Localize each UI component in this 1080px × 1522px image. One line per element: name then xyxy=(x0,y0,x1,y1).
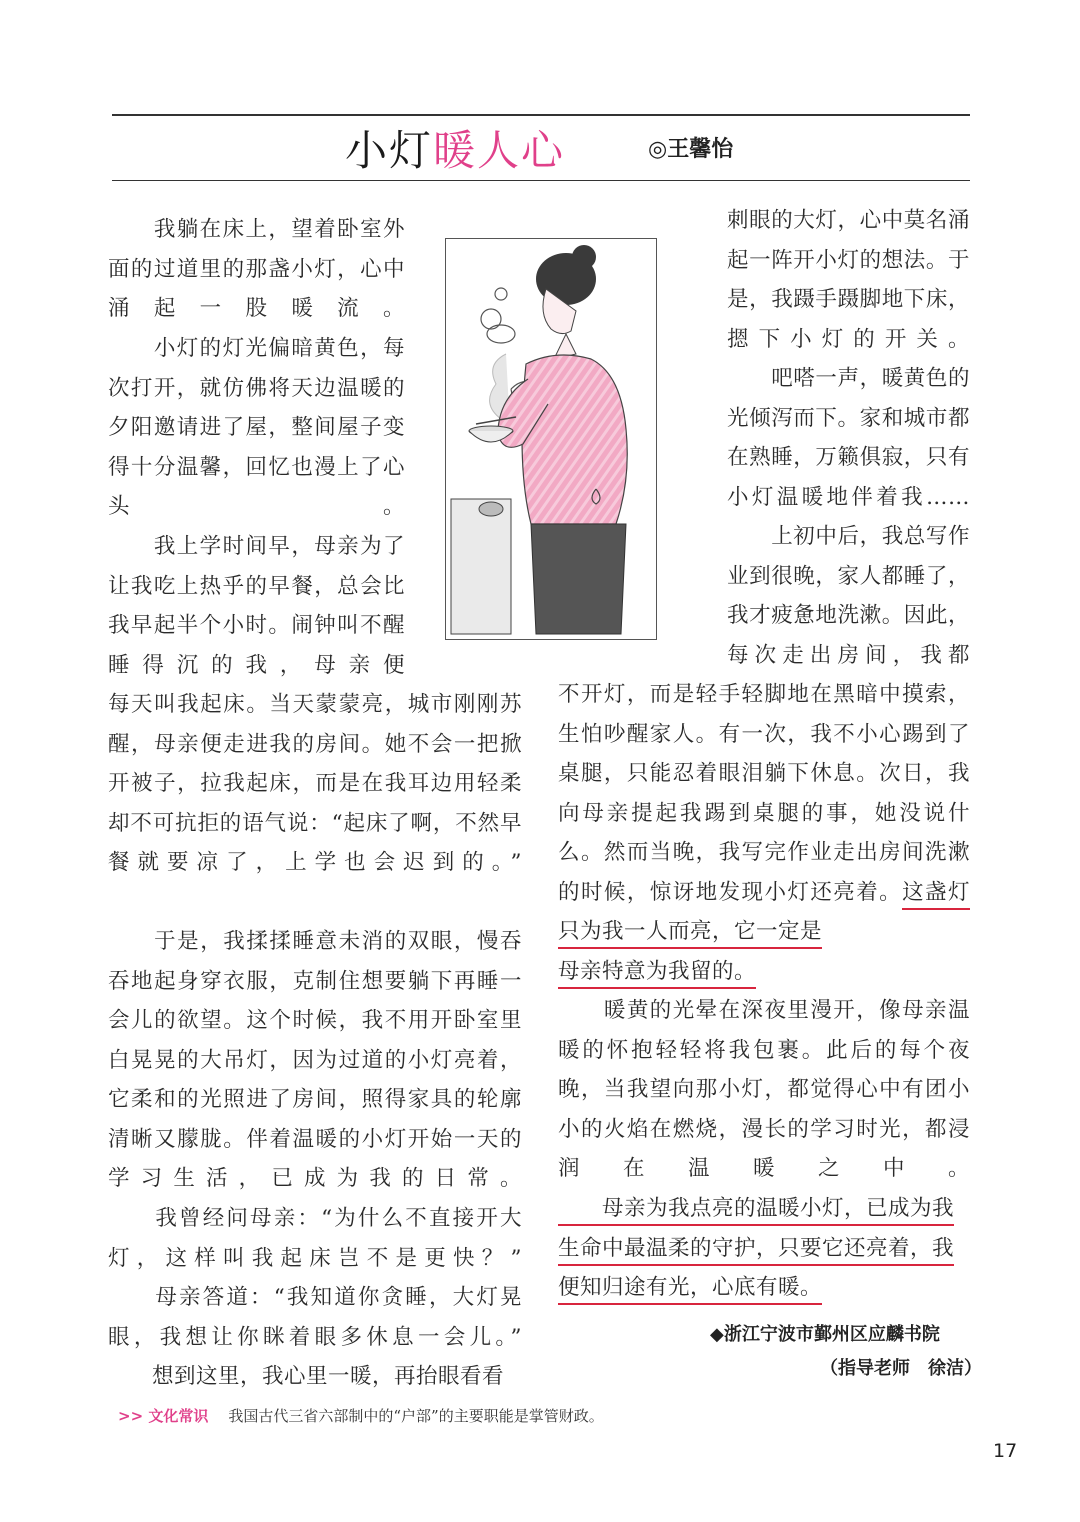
woman-cooking-illustration-icon xyxy=(446,239,655,638)
underlined-sentence-1b: 母亲特意为我留的。 xyxy=(558,959,756,989)
author-name: ◎王馨怡 xyxy=(648,137,734,162)
left-paragraph-3a: 我上学时间早，母亲为了让我吃上热乎的早餐，总会比我早起半个小时。闹钟叫不醒睡得沉的我，母亲便 xyxy=(108,534,405,678)
underlined-sentence-2b: 生命中最温柔的守护，只要它还亮着，我 xyxy=(558,1236,954,1266)
left-paragraph-7: 想到这里，我心里一暖，再抬眼看看 xyxy=(108,1364,505,1389)
right-paragraph-1: 刺眼的大灯，心中莫名涌起一阵开小灯的想法。于是，我蹑手蹑脚地下床，摁下小灯的开关。 xyxy=(727,208,970,352)
left-paragraph-5: 我曾经问母亲：“为什么不直接开大灯，这样叫我起床岂不是更快？” xyxy=(108,1206,522,1271)
left-paragraph-3b: 每天叫我起床。当天蒙蒙亮，城市刚刚苏醒，母亲便走进我的房间。她不会一把掀开被子，拉我起床，而是在我耳边用轻柔却不可抗拒的语气说：“起床了啊，不然早餐就要凉了，上学也会迟到的。” xyxy=(108,692,522,875)
left-paragraph-1: 我躺在床上，望着卧室外面的过道里的那盏小灯，心中涌起一股暖流。 xyxy=(108,217,405,321)
left-paragraph-2: 小灯的灯光偏暗黄色，每次打开，就仿佛将天边温暖的夕阳邀请进了屋，整间屋子变得十分温馨，回忆也漫上了心头。 xyxy=(108,336,405,519)
right-paragraph-4: 暖黄的光晕在深夜里漫开，像母亲温暖的怀抱轻轻将我包裹。此后的每个夜晚，当我望向那小灯，都觉得心中有团小小的火焰在燃烧，漫长的学习时光，都浸润在温暖之中。 xyxy=(558,998,970,1181)
title-pink-part: 暖人心 xyxy=(433,126,566,175)
illustration-frame xyxy=(445,238,657,640)
underlined-sentence-2a: 母亲为我点亮的温暖小灯，已成为我 xyxy=(558,1196,954,1226)
page-number: 17 xyxy=(993,1440,1018,1462)
header-top-rule xyxy=(112,114,970,116)
right-paragraph-3b xyxy=(558,675,970,991)
culture-note xyxy=(118,1405,604,1426)
right-paragraph-2: 吧嗒一声，暖黄色的光倾泻而下。家和城市都在熟睡，万籁俱寂，只有小灯温暖地伴着我…… xyxy=(727,366,970,510)
right-paragraph-3a: 上初中后，我总写作业到很晚，家人都睡了，我才疲惫地洗漱。因此，每次走出房间，我都 xyxy=(727,524,970,668)
title-black-part: 小灯 xyxy=(345,126,434,175)
left-paragraph-6: 母亲答道：“我知道你贪睡，大灯晃眼，我想让你眯着眼多休息一会儿。” xyxy=(108,1285,522,1350)
underlined-sentence-2c: 便知归途有光，心底有暖。 xyxy=(558,1275,822,1305)
culture-text: 我国古代三省六部制中的“户部”的主要职能是掌管财政。 xyxy=(228,1407,604,1425)
school-name: ◆浙江宁波市鄞州区应麟书院 xyxy=(710,1324,940,1345)
left-paragraph-4: 于是，我揉揉睡意未消的双眼，慢吞吞地起身穿衣服，克制住想要躺下再睡一会儿的欲望。这个时候，我不用开卧室里白晃晃的大吊灯，因为过道的小灯亮着，它柔和的光照进了房间，照得家具的轮廓清晰又朦胧。伴着温暖的小灯开始一天的学习生活，已成为我的日常。 xyxy=(108,929,522,1191)
header-bottom-rule xyxy=(112,180,970,181)
right-paragraph-5 xyxy=(558,1189,970,1308)
teacher-name: （指导老师 徐洁） xyxy=(820,1358,982,1379)
right-paragraph-3b-text: 不开灯，而是轻手轻脚地在黑暗中摸索，生怕吵醒家人。有一次，我不小心踢到了桌腿，只能忍着眼泪躺下休息。次日，我向母亲提起我踢到桌腿的事，她没说什么。然而当晚，我写完作业走出房间洗漱的时候，惊讶地发现小灯还亮着。 xyxy=(558,682,970,905)
article-title xyxy=(345,122,565,174)
underlined-sentence-1a: 这盏灯只为我一人而亮，它一定是 xyxy=(558,880,970,950)
culture-label: >> 文化常识 xyxy=(118,1407,209,1425)
